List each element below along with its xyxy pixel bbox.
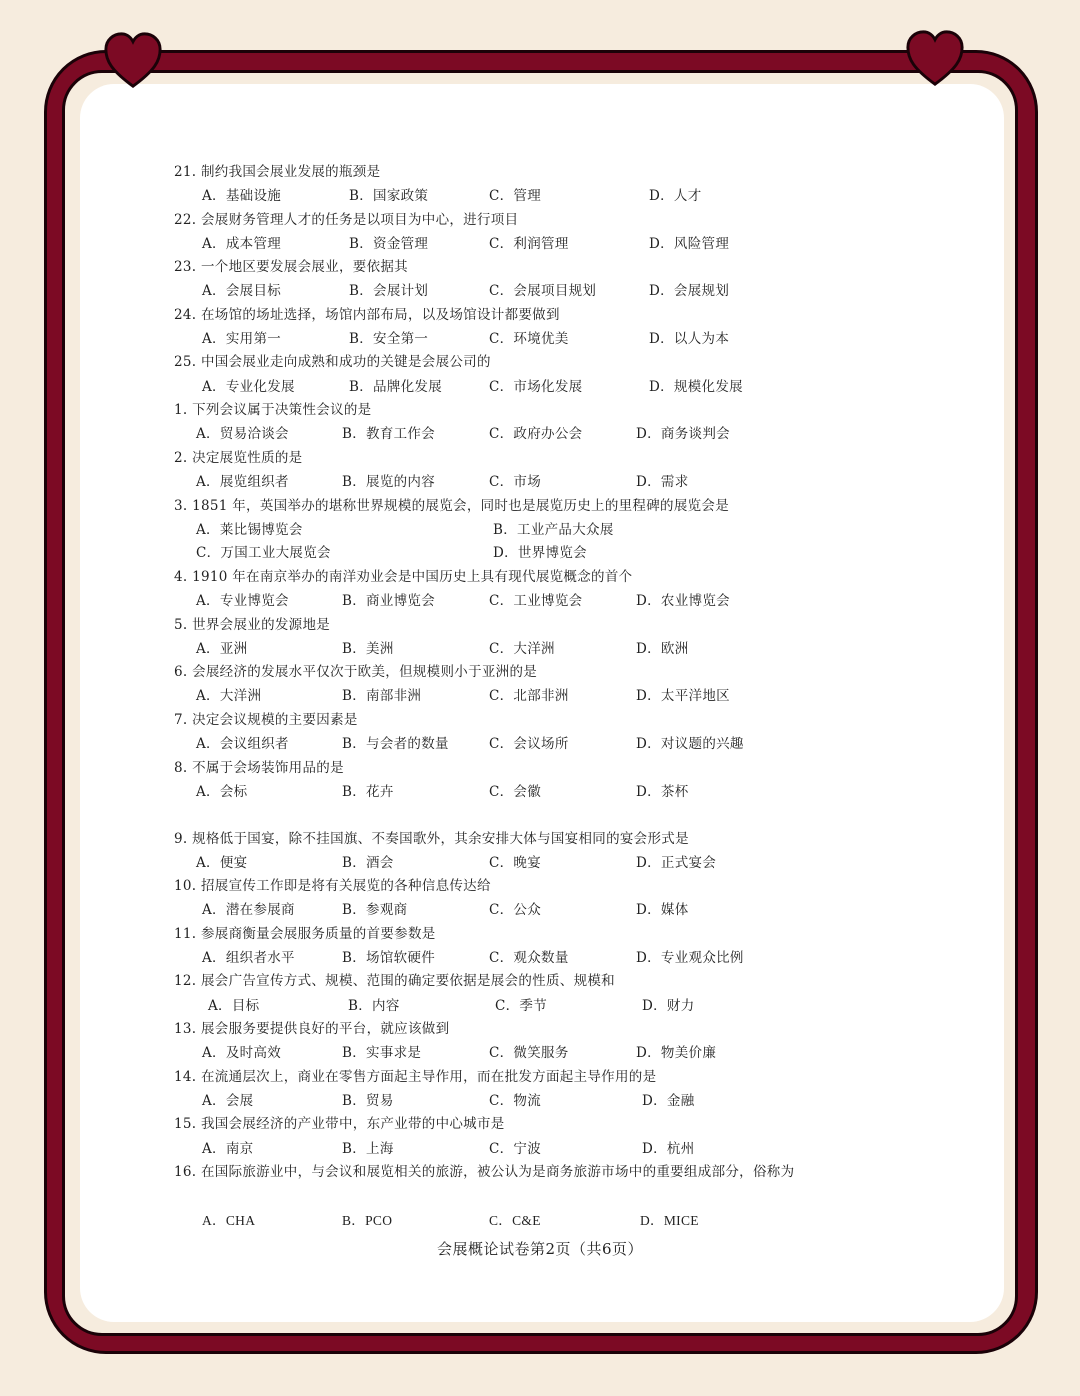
question-stem (174, 830, 689, 848)
option-a: A．组织者水平 (202, 950, 295, 966)
question-number: 6. (174, 664, 188, 680)
option-c: C．会展项目规划 (489, 283, 597, 299)
question-number: 10. (174, 878, 197, 894)
option-d: D．金融 (642, 1093, 695, 1109)
question-stem (174, 1020, 449, 1038)
option-c: C．万国工业大展览会 (196, 545, 331, 561)
question-stem (174, 925, 436, 943)
heart-icon (102, 30, 164, 92)
option-b: B．实事求是 (342, 1045, 422, 1061)
question-number: 9. (174, 831, 188, 847)
question-text: 在国际旅游业中，与会议和展览相关的旅游，被公认为是商务旅游市场中的重要组成部分，俗称为 (200, 1164, 795, 1180)
option-b: B．会展计划 (349, 283, 429, 299)
option-a: A．莱比锡博览会 (196, 522, 303, 538)
option-c: C．观众数量 (489, 950, 569, 966)
option-b: B．参观商 (342, 902, 408, 918)
option-a: A．基础设施 (202, 188, 282, 204)
question-text: 不属于会场装饰用品的是 (192, 760, 344, 776)
option-d: D．杭州 (642, 1141, 695, 1157)
question-number: 1. (174, 402, 188, 418)
option-c: C．市场化发展 (489, 379, 583, 395)
question-text: 1910 年在南京举办的南洋劝业会是中国历史上具有现代展览概念的首个 (192, 569, 633, 585)
question-stem (174, 616, 330, 634)
option-d: D．媒体 (636, 902, 689, 918)
question-stem (174, 497, 729, 515)
option-b: B．酒会 (342, 855, 394, 871)
option-d: D．正式宴会 (636, 855, 717, 871)
option-a: A．专业化发展 (202, 379, 295, 395)
option-d: D．欧洲 (636, 641, 689, 657)
option-c: C．大洋洲 (489, 641, 555, 657)
question-number: 3. (174, 498, 188, 514)
option-a: A．会标 (196, 784, 248, 800)
option-c: C．公众 (489, 902, 542, 918)
question-text: 中国会展业走向成熟和成功的关键是会展公司的 (200, 354, 491, 370)
option-c: C．晚宴 (489, 855, 542, 871)
question-number: 7. (174, 712, 188, 728)
option-b: B．南部非洲 (342, 688, 422, 704)
option-c: C．C&E (489, 1213, 541, 1228)
question-stem (174, 1115, 505, 1133)
question-number: 8. (174, 760, 188, 776)
option-b: B．教育工作会 (342, 426, 436, 442)
option-d: D．会展规划 (649, 283, 730, 299)
question-text: 在场馆的场址选择，场馆内部布局，以及场馆设计都要做到 (200, 307, 560, 323)
option-b: B．内容 (348, 998, 400, 1014)
option-d: D．以人为本 (649, 331, 730, 347)
option-d: D．MICE (640, 1213, 699, 1228)
option-d: D．太平洋地区 (636, 688, 730, 704)
option-b: B．商业博览会 (342, 593, 436, 609)
question-text: 会展财务管理人才的任务是以项目为中心，进行项目 (200, 212, 519, 228)
option-a: A．会展 (202, 1093, 254, 1109)
option-c: C．物流 (489, 1093, 542, 1109)
option-a: A．展览组织者 (196, 474, 289, 490)
question-text: 1851 年，英国举办的堪称世界规模的展览会，同时也是展览历史上的里程碑的展览会是 (192, 498, 730, 514)
option-b: B．国家政策 (349, 188, 429, 204)
option-d: D．农业博览会 (636, 593, 730, 609)
question-text: 招展宣传工作即是将有关展览的各种信息传达给 (200, 878, 491, 894)
page-footer: 会展概论试卷第2页（共6页） (436, 1240, 644, 1258)
option-a: A．实用第一 (202, 331, 282, 347)
question-text: 在流通层次上，商业在零售方面起主导作用，而在批发方面起主导作用的是 (200, 1069, 657, 1085)
question-stem (174, 306, 560, 324)
question-text: 展会广告宣传方式、规模、范围的确定要依据是展会的性质、规模和 (200, 973, 615, 989)
option-b: B．与会者的数量 (342, 736, 449, 752)
question-stem (174, 972, 615, 990)
question-text: 下列会议属于决策性会议的是 (192, 402, 372, 418)
question-text: 制约我国会展业发展的瓶颈是 (200, 164, 381, 180)
question-number: 25. (174, 354, 197, 370)
option-d: D．需求 (636, 474, 689, 490)
option-c: C．管理 (489, 188, 542, 204)
option-b: B．工业产品大众展 (493, 522, 614, 538)
option-b: B．安全第一 (349, 331, 429, 347)
question-stem (174, 663, 537, 681)
option-a: A．会展目标 (202, 283, 282, 299)
option-c: C．会徽 (489, 784, 542, 800)
option-d: D．人才 (649, 188, 702, 204)
question-number: 14. (174, 1069, 197, 1085)
question-stem (174, 353, 491, 371)
question-stem (174, 877, 491, 895)
question-number: 5. (174, 617, 188, 633)
question-number: 23. (174, 259, 197, 275)
option-c: C．宁波 (489, 1141, 542, 1157)
option-d: D．世界博览会 (493, 545, 587, 561)
question-stem (174, 568, 632, 586)
option-d: D．规模化发展 (649, 379, 743, 395)
question-number: 16. (174, 1164, 197, 1180)
option-c: C．北部非洲 (489, 688, 569, 704)
question-text: 会展经济的发展水平仅次于欧美，但规模则小于亚洲的是 (192, 664, 538, 680)
question-stem (174, 449, 302, 467)
option-b: B．美洲 (342, 641, 394, 657)
option-a: A．成本管理 (202, 236, 282, 252)
question-stem (174, 211, 518, 229)
option-a: A．及时高效 (202, 1045, 282, 1061)
option-d: D．物美价廉 (636, 1045, 717, 1061)
option-b: B．场馆软硬件 (342, 950, 436, 966)
question-number: 13. (174, 1021, 197, 1037)
question-text: 参展商衡量会展服务质量的首要参数是 (200, 926, 436, 942)
option-a: A．贸易洽谈会 (196, 426, 289, 442)
question-stem (174, 163, 380, 181)
question-text: 一个地区要发展会展业，要依据其 (200, 259, 408, 275)
question-stem (174, 258, 408, 276)
option-b: B．展览的内容 (342, 474, 436, 490)
option-d: D．专业观众比例 (636, 950, 744, 966)
question-text: 决定会议规模的主要因素是 (192, 712, 358, 728)
option-a: A．专业博览会 (196, 593, 289, 609)
option-b: B．资金管理 (349, 236, 429, 252)
option-b: B．品牌化发展 (349, 379, 443, 395)
option-d: D．财力 (642, 998, 695, 1014)
option-a: A．目标 (208, 998, 260, 1014)
option-c: C．季节 (495, 998, 548, 1014)
option-a: A．潜在参展商 (202, 902, 295, 918)
question-number: 2. (174, 450, 188, 466)
option-c: C．工业博览会 (489, 593, 583, 609)
question-text: 展会服务要提供良好的平台，就应该做到 (200, 1021, 450, 1037)
question-stem (174, 401, 371, 419)
option-a: A．南京 (202, 1141, 254, 1157)
option-c: C．政府办公会 (489, 426, 583, 442)
option-c: C．微笑服务 (489, 1045, 569, 1061)
question-stem (174, 1068, 656, 1086)
option-a: A．会议组织者 (196, 736, 289, 752)
option-b: B．上海 (342, 1141, 394, 1157)
question-number: 11. (174, 926, 197, 942)
question-stem (174, 1163, 794, 1181)
question-number: 24. (174, 307, 197, 323)
option-d: D．对议题的兴趣 (636, 736, 744, 752)
question-number: 15. (174, 1116, 197, 1132)
option-b: B．PCO (342, 1213, 393, 1228)
option-b: B．贸易 (342, 1093, 394, 1109)
question-stem (174, 711, 358, 729)
option-c: C．环境优美 (489, 331, 569, 347)
option-a: A．大洋洲 (196, 688, 262, 704)
question-number: 21. (174, 164, 197, 180)
option-d: D．风险管理 (649, 236, 730, 252)
question-number: 4. (174, 569, 188, 585)
option-d: D．茶杯 (636, 784, 689, 800)
option-c: C．市场 (489, 474, 542, 490)
option-a: A．亚洲 (196, 641, 248, 657)
question-number: 12. (174, 973, 197, 989)
question-text: 我国会展经济的产业带中，东产业带的中心城市是 (200, 1116, 505, 1132)
question-text: 规格低于国宴，除不挂国旗、不奏国歌外，其余安排大体与国宴相同的宴会形式是 (192, 831, 689, 847)
question-number: 22. (174, 212, 197, 228)
question-text: 决定展览性质的是 (192, 450, 303, 466)
question-text: 世界会展业的发源地是 (192, 617, 331, 633)
option-c: C．会议场所 (489, 736, 569, 752)
option-b: B．花卉 (342, 784, 394, 800)
option-a: A．便宴 (196, 855, 248, 871)
heart-icon (904, 28, 966, 90)
question-stem (174, 759, 344, 777)
option-d: D．商务谈判会 (636, 426, 730, 442)
option-a: A．CHA (202, 1213, 256, 1228)
option-c: C．利润管理 (489, 236, 569, 252)
